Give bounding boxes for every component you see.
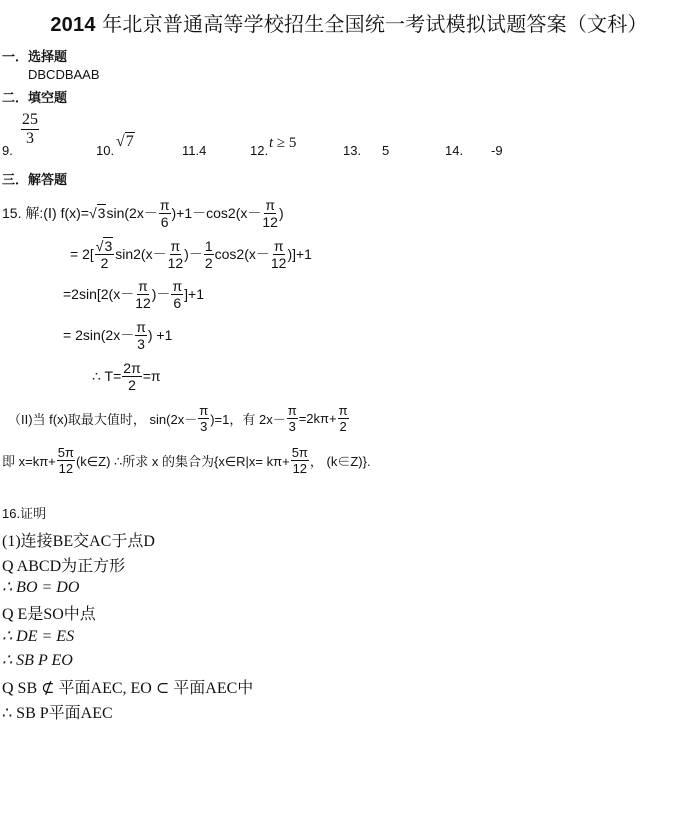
q16-line-2: Q ABCD为正方形	[2, 558, 126, 575]
fill-num-10: 10.	[96, 143, 115, 158]
section-heading-fill: 二．填空题	[2, 91, 68, 106]
q15-line-5: ∴ T= $\frac{2\pi}{2}$ =π	[92, 359, 161, 393]
fill-num-13: 13.	[343, 143, 362, 158]
fill-answer-12: t ≥ 5	[269, 135, 297, 151]
q15-part2-line-1: （II)当 f(x)取最大值时， sin(2x－ $\frac{\pi}{3}$ )=1，有 2x－ $\frac{\pi}{3}$ =2kπ+ $\frac{\pi}{2}$	[8, 402, 348, 434]
q15-line-2: = 2[ $\frac{√3}{2}$ sin2(x－ $\frac{\pi}{12}$ )－ $\frac{1}{2}$ cos2(x－ $\frac{\pi}{12}$ )]+1	[70, 237, 312, 271]
q15-line-4: = 2sin(2x－ $\frac{\pi}{3}$ ) +1	[63, 318, 173, 352]
q16-label: 16.证明	[2, 506, 47, 521]
q16-line-8: ∴ SB P平面AEC	[2, 705, 113, 722]
choice-answers: DBCDBAAB	[28, 67, 100, 82]
q16-line-3: ∴ BO = DO	[2, 579, 80, 596]
fill-num-9: 9.	[2, 143, 13, 158]
page-title: 2014 年北京普通高等学校招生全国统一考试模拟试题答案（文科）	[50, 12, 648, 36]
q15-line-3: =2sin[2(x－ $\frac{\pi}{12}$ )－ $\frac{\pi}{6}$ ]+1	[63, 277, 204, 311]
q16-line-7: Q SB ⊄ 平面AEC, EO ⊂ 平面AEC中	[2, 680, 254, 697]
fill-answer-14: -9	[491, 143, 503, 158]
q16-line-6: ∴ SB P EO	[2, 652, 73, 669]
sqrt-icon: √7	[116, 133, 134, 150]
section-heading-solve: 三．解答题	[2, 173, 68, 188]
fill-num-12: 12.	[250, 143, 269, 158]
fill-answer-13: 5	[382, 143, 390, 158]
fill-item-11: 11.4	[182, 143, 207, 158]
fill-answer-10	[116, 133, 135, 151]
q16-line-1: (1)连接BE交AC于点D	[2, 533, 155, 550]
fill-answer-9: $\frac{25}{3}$	[22, 111, 38, 147]
q16-line-5: ∴ DE = ES	[2, 628, 75, 645]
q16-line-4: Q E是SO中点	[2, 606, 96, 623]
q15-part2-line-2: 即 x=kπ+ $\frac{5\pi}{12}$ (k∈Z) ∴所求 x 的集合为{x∈R|x= kπ+ $\frac{5\pi}{12}$ ， (k∈Z)}.	[2, 444, 371, 476]
section-heading-choice: 一．选择题	[2, 50, 68, 65]
q15-line-1: 15. 解:(Ⅰ) f(x)= √3 sin(2x－ $\frac{\pi}{6}$ )+1－cos2(x－ $\frac{\pi}{12}$ )	[2, 196, 284, 230]
fill-num-14: 14.	[445, 143, 464, 158]
